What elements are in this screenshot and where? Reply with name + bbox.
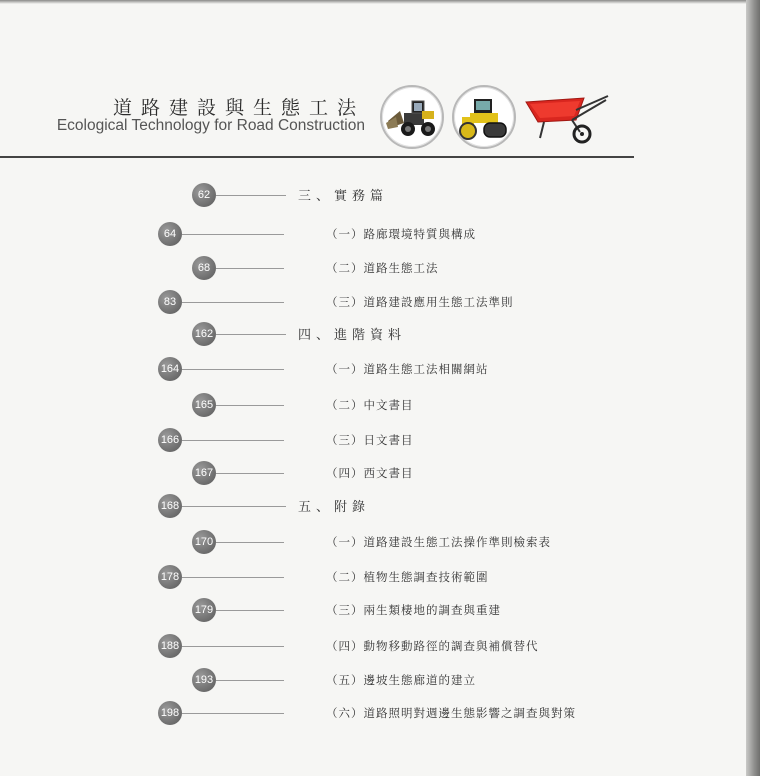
page-top-shadow [0,0,760,4]
toc-item-title: （二）中文書目 [326,398,414,412]
loader-truck-icon [380,85,444,149]
toc-row[interactable] [0,222,700,248]
toc-row[interactable] [0,393,700,419]
page-number-badge: 170 [192,530,216,554]
toc-section-title: 五、附錄 [298,500,371,515]
toc-item-title: （一）路廊環境特質與構成 [326,227,476,241]
leader-line [182,506,286,507]
leader-line [216,473,284,474]
toc-row[interactable] [0,598,700,624]
toc-item-title: （三）日文書目 [326,433,414,447]
toc-row[interactable] [0,634,700,660]
leader-line [216,334,286,335]
toc-section-title: 四、進階資料 [298,328,407,343]
toc-row[interactable] [0,530,700,556]
toc-item-title: （三）兩生類棲地的調查與重建 [326,603,501,617]
page-number-badge: 165 [192,393,216,417]
toc-row[interactable] [0,428,700,454]
leader-line [216,405,284,406]
toc-item-title: （二）道路生態工法 [326,261,439,275]
page-subtitle: Ecological Technology for Road Construction [56,117,365,134]
toc-item-title: （四）動物移動路徑的調查與補償替代 [326,639,539,653]
page-number-badge: 193 [192,668,216,692]
page-number-badge: 179 [192,598,216,622]
toc-row[interactable] [0,565,700,591]
leader-line [182,577,284,578]
page-number-badge: 64 [158,222,182,246]
toc-item-title: （一）道路建設生態工法操作準則檢索表 [326,535,551,549]
page-edge-shadow [746,0,760,776]
toc-row[interactable] [0,290,700,316]
leader-line [216,680,284,681]
leader-line [182,302,284,303]
toc-row[interactable] [0,668,700,694]
page-number-badge: 83 [158,290,182,314]
leader-line [182,713,284,714]
road-roller-icon [452,85,516,149]
page-number-badge: 162 [192,322,216,346]
page-number-badge: 62 [192,183,216,207]
leader-line [216,268,284,269]
page-number-badge: 164 [158,357,182,381]
page-number-badge: 198 [158,701,182,725]
toc-item-title: （一）道路生態工法相關網站 [326,362,489,376]
leader-line [216,195,286,196]
header-divider [0,156,634,158]
toc-row[interactable] [0,256,700,282]
toc-item-title: （四）西文書目 [326,466,414,480]
toc-item-title: （二）植物生態調查技術範圍 [326,570,489,584]
leader-line [182,646,284,647]
toc-row[interactable] [0,701,700,727]
toc-item-title: （三）道路建設應用生態工法準則 [326,295,514,309]
page-number-badge: 178 [158,565,182,589]
toc-row[interactable] [0,461,700,487]
leader-line [182,234,284,235]
leader-line [182,440,284,441]
toc-row[interactable] [0,322,700,348]
leader-line [182,369,284,370]
leader-line [216,542,284,543]
page-number-badge: 166 [158,428,182,452]
leader-line [216,610,284,611]
toc-row[interactable] [0,494,700,520]
toc-row[interactable] [0,357,700,383]
page-number-badge: 188 [158,634,182,658]
page-number-badge: 167 [192,461,216,485]
page-number-badge: 168 [158,494,182,518]
toc-item-title: （六）道路照明對週邊生態影響之調查與對策 [326,706,576,720]
page-title: 道路建設與生態工法 [112,97,365,119]
toc-item-title: （五）邊坡生態廊道的建立 [326,673,476,687]
wheelbarrow-icon [522,92,612,144]
page-number-badge: 68 [192,256,216,280]
toc-section-title: 三、實務篇 [298,189,389,204]
toc-row[interactable] [0,183,700,209]
